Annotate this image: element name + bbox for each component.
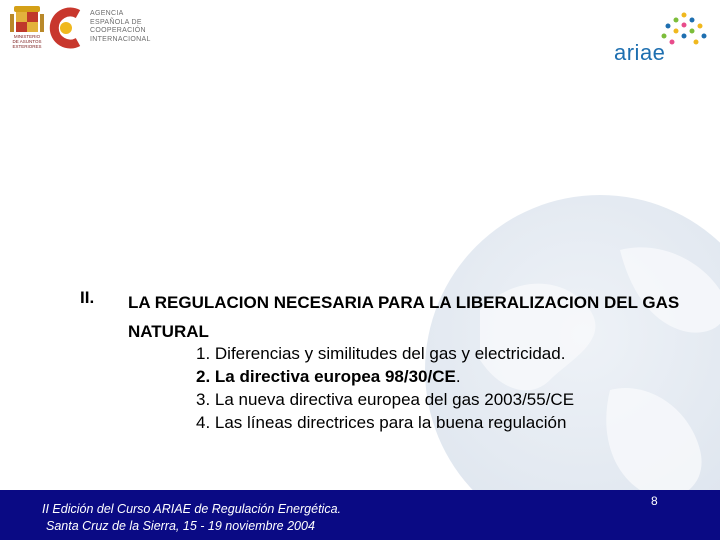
topic-list [196, 342, 574, 434]
list-item: 4. Las líneas directrices para la buena regulación [196, 413, 567, 432]
list-item: 1. Diferencias y similitudes del gas y electricidad. [196, 344, 566, 363]
ariae-logo-text: ariae [614, 40, 666, 65]
list-item-suffix: . [455, 367, 461, 386]
section-number: II. [80, 288, 95, 307]
crest-caption: MINISTERIO DE ASUNTOS EXTERIORES [12, 34, 42, 49]
aeci-logo-icon [48, 6, 84, 50]
page-number: 8 [651, 494, 658, 508]
ariae-dots-icon [660, 12, 708, 48]
list-item [196, 365, 574, 388]
section-title: LA REGULACION NECESARIA PARA LA LIBERALIZACION DEL GAS NATURAL [128, 293, 680, 341]
agency-name: AGENCIA ESPAÑOLA DE COOPERACIÓN INTERNACIONAL [90, 10, 151, 43]
footer-location-date: Santa Cruz de la Sierra, 15 - 19 noviembre 2004 [46, 519, 315, 533]
list-item-text: 2. La directiva europea 98/30/CE [196, 367, 456, 386]
footer-bar [0, 490, 720, 540]
list-item: 3. La nueva directiva europea del gas 2003/55/CE [196, 390, 575, 409]
footer-course-title: II Edición del Curso ARIAE de Regulación Energética. [42, 502, 342, 516]
